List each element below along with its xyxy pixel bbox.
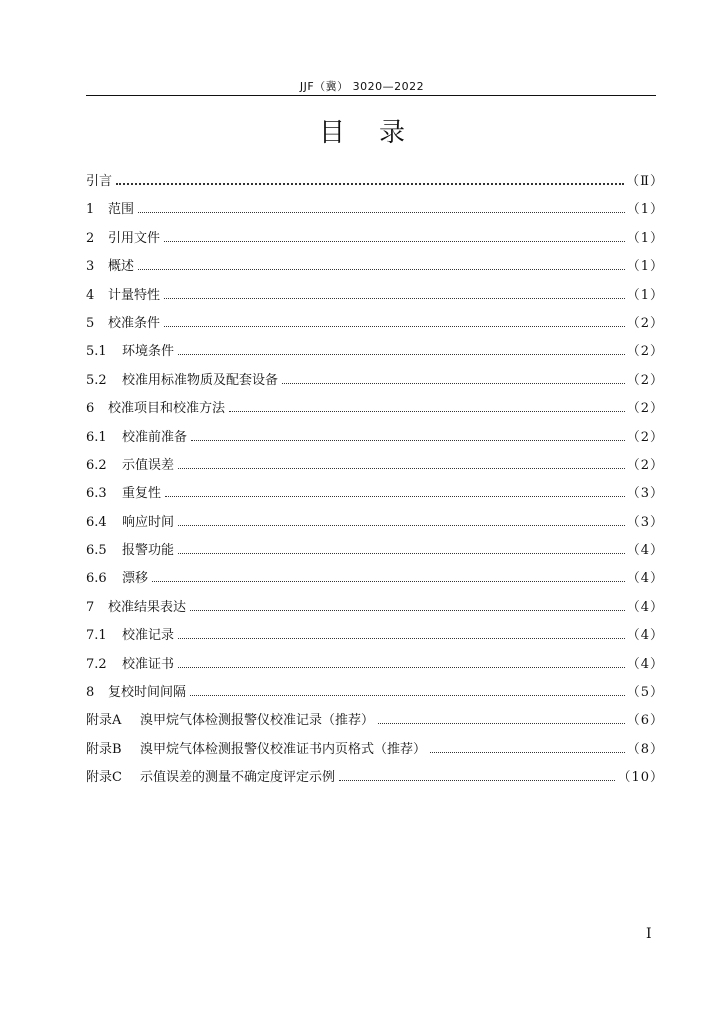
toc-entry-page: （1） bbox=[626, 202, 664, 218]
toc-entry-page: （4） bbox=[626, 656, 664, 672]
toc-entry-page: （10） bbox=[617, 770, 664, 786]
toc-entry-page: （8） bbox=[626, 741, 664, 757]
dot-leader bbox=[178, 354, 625, 355]
dot-leader bbox=[339, 780, 615, 781]
toc-entry-number: 5.2 bbox=[86, 372, 107, 388]
toc-entry-number: 6.2 bbox=[86, 457, 107, 473]
toc-entry-5-1[interactable] bbox=[86, 342, 664, 370]
toc-entry-number: 8 bbox=[86, 685, 95, 701]
toc-entry-page: （1） bbox=[626, 287, 664, 303]
toc-entry-6-6[interactable] bbox=[86, 569, 664, 597]
toc-entry-number: 2 bbox=[86, 230, 95, 246]
toc-entry-page: （4） bbox=[626, 571, 664, 587]
dot-leader bbox=[178, 667, 625, 668]
toc-entry-5-2[interactable] bbox=[86, 371, 664, 399]
toc-entry-4[interactable] bbox=[86, 286, 664, 314]
toc-entry-page: （3） bbox=[626, 514, 664, 530]
toc-entry-number: 6.4 bbox=[86, 514, 107, 530]
toc-entry-6[interactable] bbox=[86, 399, 664, 427]
toc-entry-title: 校准记录 bbox=[122, 628, 175, 644]
toc-entry-6-5[interactable] bbox=[86, 541, 664, 569]
toc-entry-number: 6.3 bbox=[86, 486, 107, 502]
toc-entry-title: 溴甲烷气体检测报警仪校准证书内页格式（推荐） bbox=[140, 741, 427, 757]
toc-entry-7-2[interactable] bbox=[86, 655, 664, 683]
toc-entry-6-3[interactable] bbox=[86, 484, 664, 512]
dot-leader bbox=[152, 581, 625, 582]
dot-leader bbox=[229, 411, 625, 412]
toc-entry-page: （2） bbox=[626, 401, 664, 417]
toc-entry-page: （2） bbox=[626, 344, 664, 360]
toc-entry-title: 环境条件 bbox=[122, 344, 175, 360]
toc-entry-page: （2） bbox=[626, 429, 664, 445]
toc-entry-6-4[interactable] bbox=[86, 513, 664, 541]
toc-entry-title: 校准条件 bbox=[108, 315, 161, 331]
toc-entry-page: （4） bbox=[626, 628, 664, 644]
toc-entry-title: 校准用标准物质及配套设备 bbox=[122, 372, 279, 388]
toc-entry-number: 5.1 bbox=[86, 344, 107, 360]
dot-leader bbox=[178, 553, 625, 554]
toc-entry-2[interactable] bbox=[86, 229, 664, 257]
header-rule bbox=[86, 95, 656, 96]
toc-entry-page: （1） bbox=[626, 230, 664, 246]
toc-entry-8[interactable] bbox=[86, 683, 664, 711]
toc-entry-number: 附录C bbox=[86, 770, 122, 786]
toc-entry-page: （4） bbox=[626, 543, 664, 559]
toc-entry-page: （6） bbox=[626, 713, 664, 729]
dot-leader bbox=[164, 241, 625, 242]
toc-entry-7-1[interactable] bbox=[86, 626, 664, 654]
dot-leader bbox=[430, 752, 625, 753]
toc-entry-page: （Ⅱ） bbox=[626, 174, 664, 189]
toc-entry-title: 校准项目和校准方法 bbox=[108, 401, 226, 417]
toc-entry-title: 计量特性 bbox=[108, 287, 161, 303]
toc-entry-appendix-b[interactable] bbox=[86, 740, 664, 768]
toc-entry-5[interactable] bbox=[86, 314, 664, 342]
toc-entry-6-2[interactable] bbox=[86, 456, 664, 484]
toc-entry-page: （3） bbox=[626, 486, 664, 502]
toc-entry-title: 示值误差 bbox=[122, 457, 175, 473]
toc-entry-appendix-c[interactable] bbox=[86, 768, 664, 796]
toc-entry-page: （2） bbox=[626, 457, 664, 473]
toc-entry-title: 校准证书 bbox=[122, 656, 175, 672]
dot-leader bbox=[116, 183, 624, 185]
toc-entry-page: （2） bbox=[626, 372, 664, 388]
dot-leader bbox=[164, 298, 625, 299]
toc-entry-number: 7.1 bbox=[86, 628, 107, 644]
toc-entry-number: 4 bbox=[86, 287, 95, 303]
toc-entry-title: 引用文件 bbox=[108, 230, 161, 246]
toc-entry-title: 重复性 bbox=[122, 486, 162, 502]
toc-entry-introduction[interactable] bbox=[86, 172, 664, 200]
dot-leader bbox=[138, 212, 625, 213]
toc-entry-number: 6 bbox=[86, 401, 95, 417]
toc-entry-title: 校准前准备 bbox=[122, 429, 188, 445]
dot-leader bbox=[282, 383, 625, 384]
toc-entry-title: 复校时间间隔 bbox=[108, 685, 187, 701]
toc-entry-1[interactable] bbox=[86, 200, 664, 228]
toc-entry-page: （1） bbox=[626, 259, 664, 275]
toc-entry-number: 6.6 bbox=[86, 571, 107, 587]
toc-entry-3[interactable] bbox=[86, 257, 664, 285]
toc-entry-title: 概述 bbox=[108, 259, 135, 275]
toc-entry-page: （2） bbox=[626, 315, 664, 331]
dot-leader bbox=[165, 496, 625, 497]
toc-entry-page: （4） bbox=[626, 599, 664, 615]
toc-entry-title: 范围 bbox=[108, 202, 135, 218]
toc-entry-title: 漂移 bbox=[122, 571, 149, 587]
document-code-header: JJF（冀） 3020—2022 bbox=[299, 80, 425, 93]
toc-entry-number: 附录A bbox=[86, 713, 122, 729]
dot-leader bbox=[178, 525, 625, 526]
toc-entry-appendix-a[interactable] bbox=[86, 711, 664, 739]
dot-leader bbox=[178, 468, 625, 469]
page-number: Ⅰ bbox=[646, 926, 652, 942]
toc-entry-number: 6.1 bbox=[86, 429, 107, 445]
toc-entry-title: 响应时间 bbox=[122, 514, 175, 530]
dot-leader bbox=[378, 723, 625, 724]
toc-entry-number: 附录B bbox=[86, 741, 122, 757]
dot-leader bbox=[178, 638, 625, 639]
dot-leader bbox=[164, 326, 625, 327]
toc-entry-number: 1 bbox=[86, 202, 95, 218]
toc-entry-number: 7 bbox=[86, 599, 95, 615]
toc-entry-7[interactable] bbox=[86, 598, 664, 626]
toc-list bbox=[86, 172, 664, 797]
toc-entry-6-1[interactable] bbox=[86, 428, 664, 456]
dot-leader bbox=[190, 695, 625, 696]
toc-entry-number: 7.2 bbox=[86, 656, 107, 672]
toc-entry-title: 溴甲烷气体检测报警仪校准记录（推荐） bbox=[140, 713, 375, 729]
toc-entry-page: （5） bbox=[626, 685, 664, 701]
toc-title: 目录 bbox=[318, 118, 439, 148]
toc-entry-title: 示值误差的测量不确定度评定示例 bbox=[140, 770, 336, 786]
toc-entry-number: 3 bbox=[86, 259, 95, 275]
dot-leader bbox=[138, 269, 625, 270]
toc-entry-title: 引言 bbox=[86, 174, 113, 189]
toc-entry-number: 5 bbox=[86, 315, 95, 331]
toc-entry-number: 6.5 bbox=[86, 543, 107, 559]
toc-entry-title: 校准结果表达 bbox=[108, 599, 187, 615]
dot-leader bbox=[191, 440, 625, 441]
dot-leader bbox=[190, 610, 625, 611]
toc-entry-title: 报警功能 bbox=[122, 543, 175, 559]
